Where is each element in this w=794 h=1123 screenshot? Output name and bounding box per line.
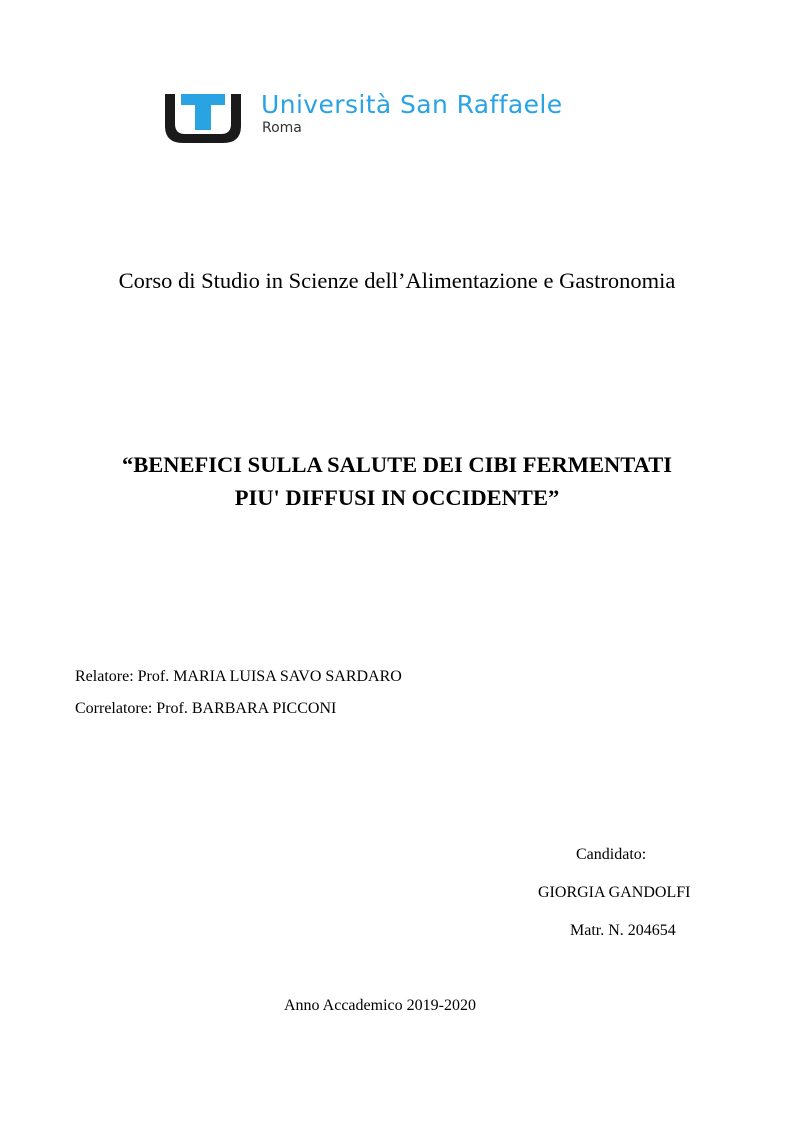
candidate-name: GIORGIA GANDOLFI xyxy=(538,884,691,901)
thesis-title xyxy=(0,448,794,514)
thesis-title-line-1: “BENEFICI SULLA SALUTE DEI CIBI FERMENTATI xyxy=(122,452,672,477)
correlatore: Correlatore: Prof. BARBARA PICCONI xyxy=(75,700,337,717)
thesis-title-line-2: PIU' DIFFUSI IN OCCIDENTE” xyxy=(234,485,560,510)
university-name: Università San Raffaele xyxy=(261,90,563,119)
relatore: Relatore: Prof. MARIA LUISA SAVO SARDARO xyxy=(75,668,402,685)
candidate-label: Candidato: xyxy=(576,846,647,863)
candidate-matricola: Matr. N. 204654 xyxy=(570,922,676,939)
university-city: Roma xyxy=(262,120,302,136)
university-emblem-icon xyxy=(163,90,243,144)
course-title: Corso di Studio in Scienze dell’Alimentazione e Gastronomia xyxy=(118,268,676,293)
university-logo xyxy=(163,90,623,146)
academic-year: Anno Accademico 2019-2020 xyxy=(284,997,476,1014)
